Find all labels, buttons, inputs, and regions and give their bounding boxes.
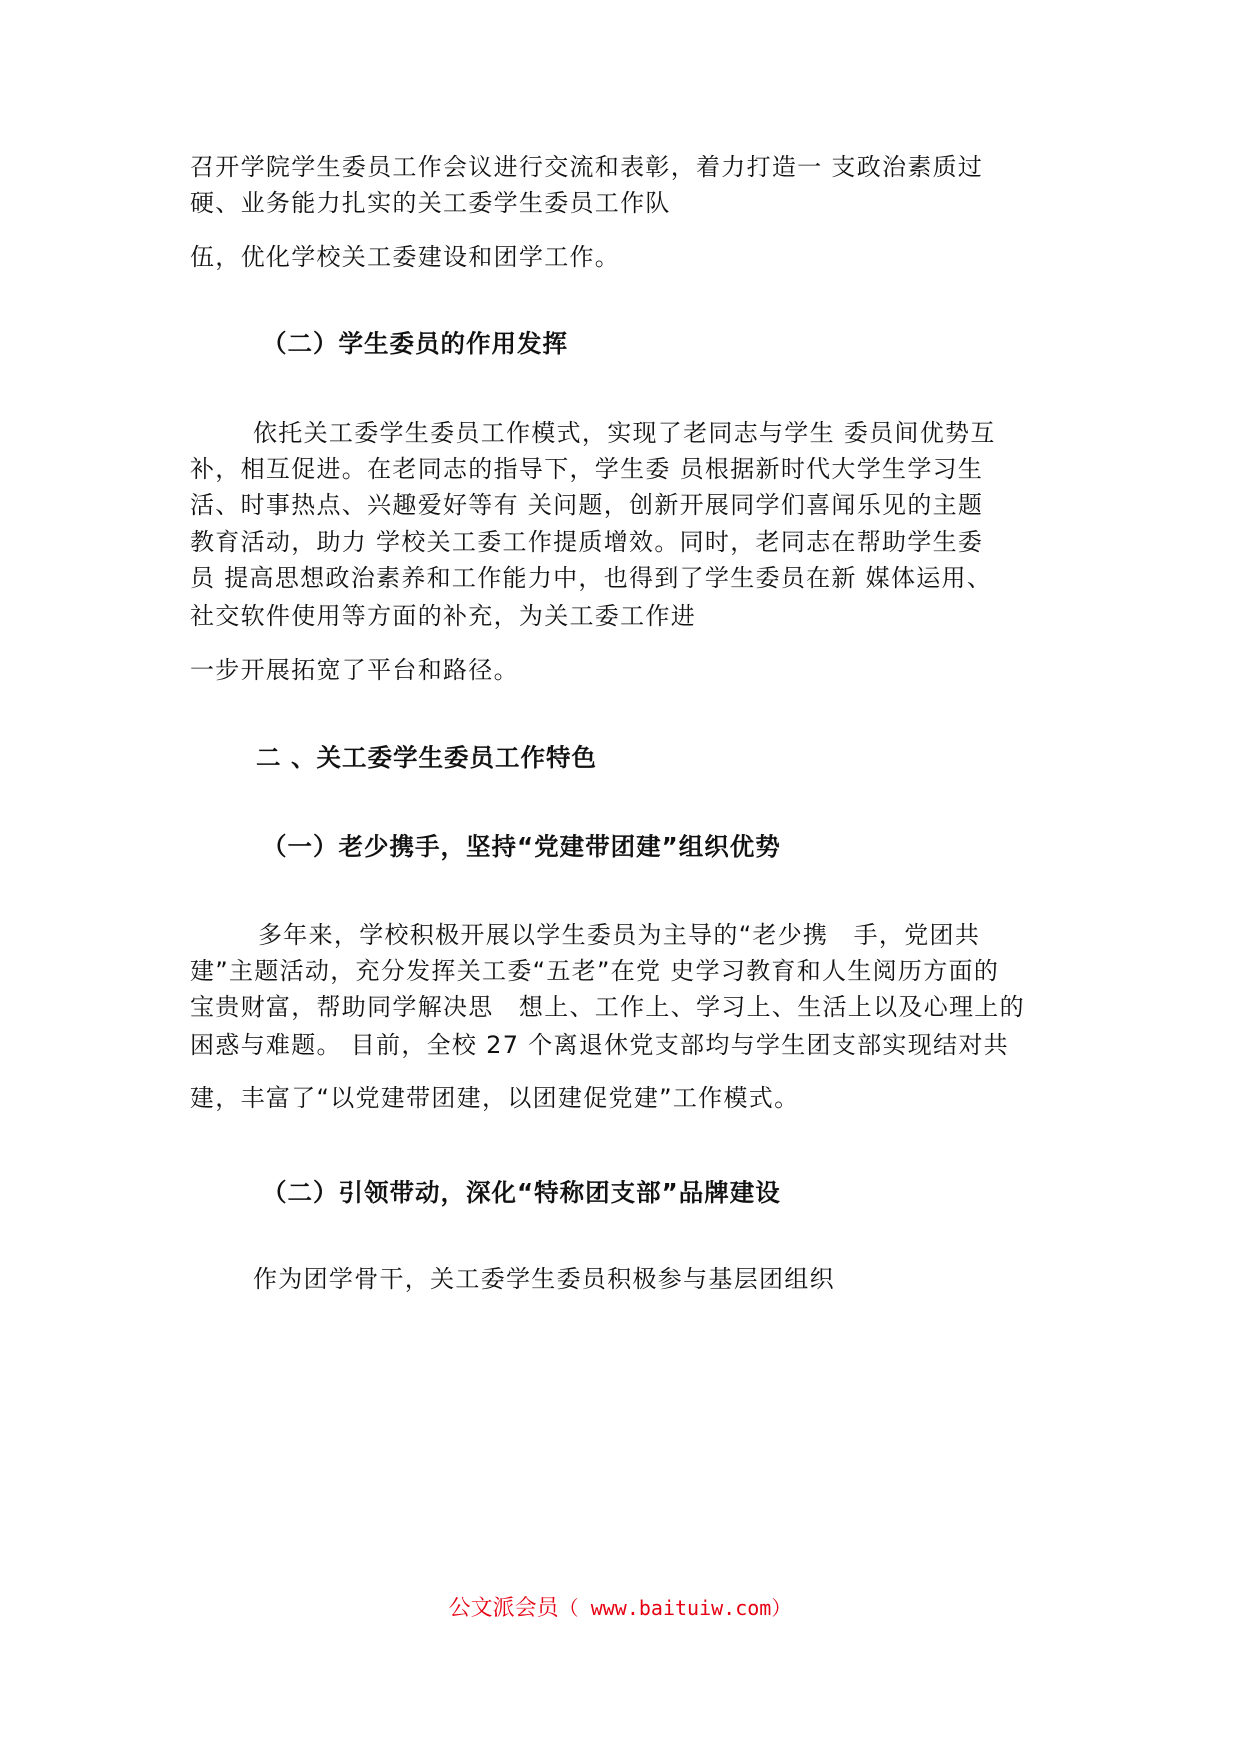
subsection-2-heading: （二）引领带动，深化“特称团支部”品牌建设 — [262, 1178, 781, 1207]
paragraph-4-line-1: 作为团学骨干，关工委学生委员积极参与基层团组织 — [253, 1265, 835, 1293]
paragraph-1-line-3: 伍，优化学校关工委建设和团学工作。 — [190, 243, 621, 271]
footer-brand: 公文派会员 — [448, 1596, 559, 1621]
paragraph-2-line-3: 活、时事热点、兴趣爱好等有 关问题，创新开展同学们喜闻乐见的主题 — [190, 491, 984, 519]
paragraph-3-line-5: 建，丰富了“以党建带团建，以团建促党建”工作模式。 — [190, 1084, 800, 1112]
paragraph-2-line-6: 社交软件使用等方面的补充，为关工委工作进 — [190, 602, 696, 630]
footer-watermark — [0, 1593, 1240, 1624]
paragraph-3-line-1: 多年来，学校积极开展以学生委员为主导的“老少携 手，党团共 — [258, 921, 981, 949]
paragraph-2-line-7: 一步开展拓宽了平台和路径。 — [190, 656, 519, 684]
paragraph-3-line-4: 困惑与难题。 目前，全校 27 个离退休党支部均与学生团支部实现结对共 — [190, 1031, 1009, 1059]
section-2-heading: （二）学生委员的作用发挥 — [262, 329, 568, 358]
paragraph-3-line-2: 建”主题活动，充分发挥关工委“五老”在党 史学习教育和人生阅历方面的 — [190, 957, 1000, 985]
paragraph-1-line-1: 召开学院学生委员工作会议进行交流和表彰，着力打造一 支政治素质过 — [190, 153, 984, 181]
paragraph-2-line-1: 依托关工委学生委员工作模式，实现了老同志与学生 委员间优势互 — [253, 419, 996, 447]
paragraph-2-line-2: 补，相互促进。在老同志的指导下，学生委 员根据新时代大学生学习生 — [190, 455, 984, 483]
paragraph-3-line-3: 宝贵财富，帮助同学解决思 想上、工作上、学习上、生活上以及心理上的 — [190, 993, 1025, 1021]
footer-url[interactable]: （ www.baituiw.com） — [558, 1596, 792, 1620]
subsection-1-heading: （一）老少携手，坚持“党建带团建”组织优势 — [262, 832, 781, 861]
paragraph-2-line-4: 教育活动，助力 学校关工委工作提质增效。同时，老同志在帮助学生委 — [190, 528, 984, 556]
paragraph-1-line-2: 硬、业务能力扎实的关工委学生委员工作队 — [190, 189, 671, 217]
part-2-heading: 二 、关工委学生委员工作特色 — [256, 743, 598, 772]
paragraph-2-line-5: 员 提高思想政治素养和工作能力中，也得到了学生委员在新 媒体运用、 — [190, 564, 993, 592]
